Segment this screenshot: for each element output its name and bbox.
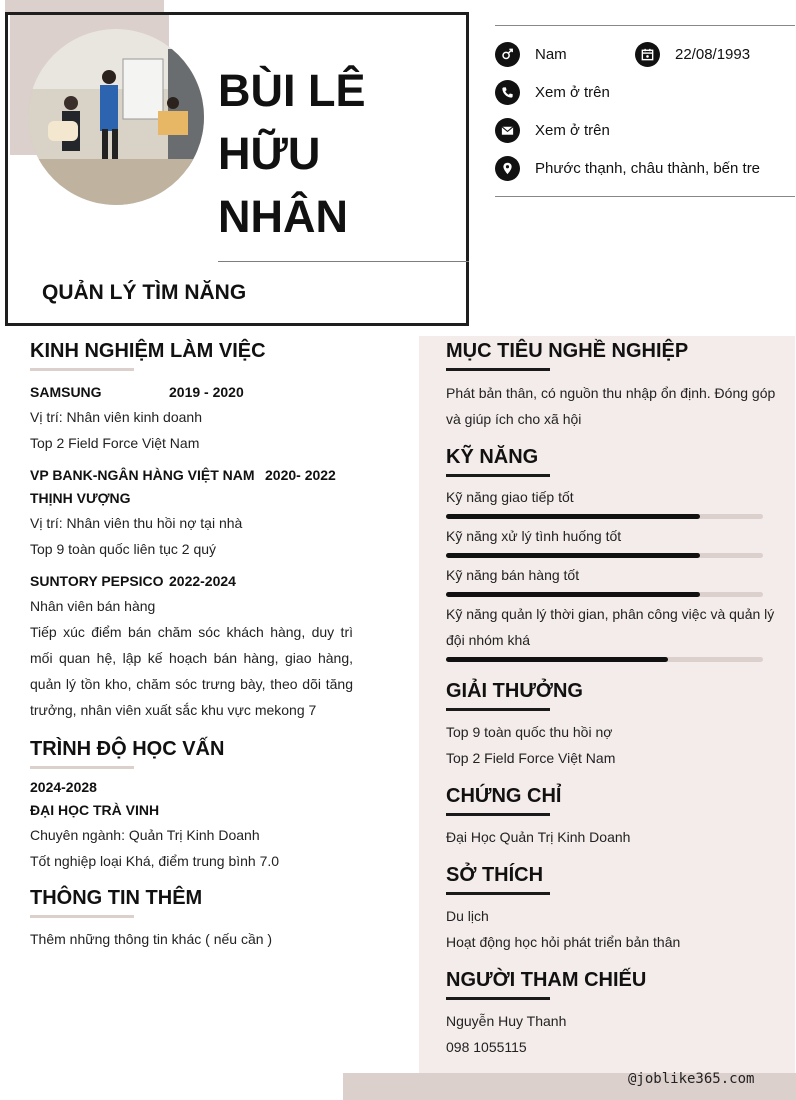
job-entry: [30, 570, 353, 723]
skill-bar: [446, 514, 763, 519]
job-period: 2022-2024: [169, 573, 236, 589]
skill-label: Kỹ năng bán hàng tốt: [446, 567, 580, 583]
phone-icon: [495, 80, 520, 105]
job-line: Vị trí: Nhân viên kinh doanh: [30, 409, 202, 425]
hobby-item: Hoạt động học hỏi phát triển bản thân: [446, 934, 681, 950]
name-line-2: HỮU: [218, 128, 321, 179]
certificate-item: Đại Học Quản Trị Kinh Doanh: [446, 829, 631, 845]
job-entry: [30, 464, 353, 562]
education-result: Tốt nghiệp loại Khá, điểm trung bình 7.0: [30, 853, 280, 869]
skill-bar-fill: [446, 514, 700, 519]
right-column: [446, 336, 776, 1060]
email-icon: [495, 118, 520, 143]
job-company: SUNTORY PEPSICO: [30, 573, 164, 589]
objective-underline: [446, 368, 550, 371]
experience-section: [30, 337, 353, 723]
awards-title: GIẢI THƯỞNG: [446, 680, 583, 702]
hobbies-title: SỞ THÍCH: [446, 864, 544, 886]
reference-phone: 098 1055115: [446, 1039, 527, 1055]
certificates-section: [446, 782, 776, 850]
skills-section: [446, 443, 776, 662]
header-box: [5, 12, 469, 326]
objective-text: Phát bản thân, có nguồn thu nhập ổn định. Đóng góp và giúp ích cho xã hội: [446, 385, 776, 427]
name-divider: [218, 261, 469, 262]
award-item: Top 2 Field Force Việt Nam: [446, 750, 616, 766]
profile-photo: [28, 29, 204, 205]
job-title: QUẢN LÝ TÌM NĂNG: [42, 281, 247, 304]
education-section: [30, 735, 353, 874]
job-period: 2019 - 2020: [169, 384, 244, 400]
location-pin-icon: [495, 156, 520, 181]
name-line-1: BÙI LÊ: [218, 65, 366, 116]
job-period: 2020- 2022: [265, 467, 336, 483]
education-major: Chuyên ngành: Quản Trị Kinh Doanh: [30, 827, 260, 843]
job-description: Tiếp xúc điểm bán chăm sóc khách hàng, duy trì mối quan hệ, lập kế hoạch bán hàng, giao hàng, quản lý tồn kho, chăm sóc trưng bày, theo dõi tăng trưởng, nhân viên xuất sắc khu vực mekong 7: [30, 624, 353, 718]
awards-section: [446, 677, 776, 771]
skill-bar-fill: [446, 553, 700, 558]
extra-section: [30, 884, 353, 952]
job-company: VP BANK-NGÂN HÀNG VIỆT NAM THỊNH VƯỢNG: [30, 467, 255, 506]
skill-bar: [446, 657, 763, 662]
skill-label: Kỹ năng giao tiếp tốt: [446, 489, 574, 505]
skill-bar: [446, 553, 763, 558]
certificates-underline: [446, 813, 550, 816]
education-title: TRÌNH ĐỘ HỌC VẤN: [30, 738, 225, 760]
skill-bar: [446, 592, 763, 597]
contact-email: [495, 118, 610, 143]
references-section: [446, 966, 776, 1060]
objective-section: [446, 337, 776, 432]
photo-illustration: [28, 29, 204, 205]
phone-text: Xem ở trên: [535, 84, 610, 101]
skill-item: [446, 484, 776, 519]
skill-label: Kỹ năng xử lý tình huống tốt: [446, 528, 622, 544]
skill-item: [446, 601, 776, 662]
certificates-title: CHỨNG CHỈ: [446, 785, 562, 807]
objective-title: MỤC TIÊU NGHỀ NGHIỆP: [446, 340, 689, 362]
address-text: Phước thạnh, châu thành, bến tre: [535, 160, 761, 177]
job-company: SAMSUNG: [30, 384, 102, 400]
skill-item: [446, 562, 776, 597]
extra-underline: [30, 915, 134, 918]
candidate-name: [218, 59, 458, 248]
skills-title: KỸ NĂNG: [446, 446, 539, 468]
education-school: ĐẠI HỌC TRÀ VINH: [30, 802, 160, 818]
contact-address: [495, 156, 760, 181]
contact-phone: [495, 80, 610, 105]
hobby-item: Du lịch: [446, 908, 489, 924]
contact-birthday: [635, 42, 750, 67]
job-line: Top 2 Field Force Việt Nam: [30, 435, 200, 451]
job-line: Top 9 toàn quốc liên tục 2 quý: [30, 541, 217, 557]
calendar-icon: [635, 42, 660, 67]
reference-name: Nguyễn Huy Thanh: [446, 1013, 567, 1029]
education-underline: [30, 766, 134, 769]
skill-bar-fill: [446, 657, 668, 662]
education-period: 2024-2028: [30, 779, 97, 795]
extra-text: Thêm những thông tin khác ( nếu cần ): [30, 931, 273, 947]
award-item: Top 9 toàn quốc thu hồi nợ: [446, 724, 613, 740]
skills-underline: [446, 474, 550, 477]
skill-label: Kỹ năng quản lý thời gian, phân công việc và quản lý đội nhóm khá: [446, 606, 775, 648]
left-column: [30, 336, 353, 952]
birthday-text: 22/08/1993: [675, 46, 751, 63]
gender-icon: [495, 42, 520, 67]
hobbies-section: [446, 861, 776, 955]
email-text: Xem ở trên: [535, 122, 610, 139]
watermark: @joblike365.com: [628, 1071, 755, 1087]
contact-gender: [495, 42, 567, 67]
name-line-3: NHÂN: [218, 191, 348, 242]
experience-title: KINH NGHIỆM LÀM VIỆC: [30, 340, 266, 362]
references-title: NGƯỜI THAM CHIẾU: [446, 969, 647, 991]
gender-text: Nam: [535, 46, 567, 63]
references-underline: [446, 997, 550, 1000]
skill-item: [446, 523, 776, 558]
contact-panel: [495, 25, 795, 197]
awards-underline: [446, 708, 550, 711]
job-line: Vị trí: Nhân viên thu hồi nợ tại nhà: [30, 515, 243, 531]
job-line: Nhân viên bán hàng: [30, 598, 156, 614]
skill-bar-fill: [446, 592, 700, 597]
hobbies-underline: [446, 892, 550, 895]
job-entry: [30, 381, 353, 456]
experience-underline: [30, 368, 134, 371]
extra-title: THÔNG TIN THÊM: [30, 887, 203, 909]
